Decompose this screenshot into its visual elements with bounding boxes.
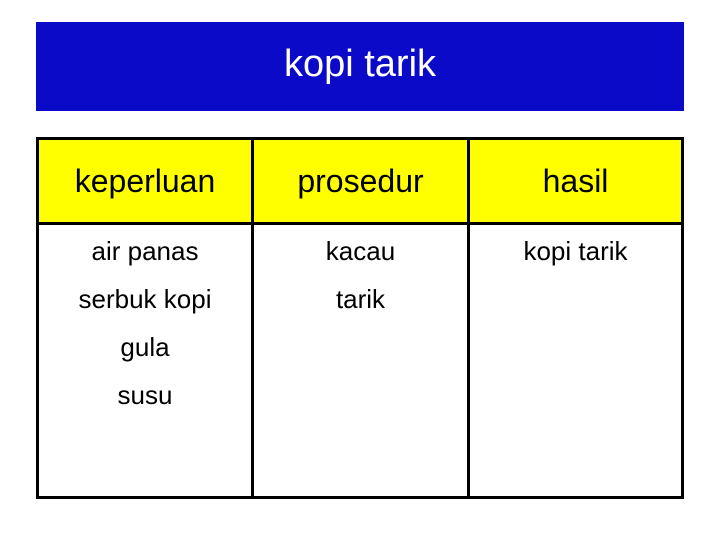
content-table bbox=[36, 137, 684, 499]
list-item: susu bbox=[117, 380, 173, 410]
hasil-cell bbox=[470, 225, 681, 275]
header-hasil: hasil bbox=[542, 162, 609, 199]
list-item: kopi tarik bbox=[523, 236, 628, 266]
list-item: gula bbox=[120, 332, 170, 362]
header-keperluan: keperluan bbox=[74, 162, 216, 199]
list-item: tarik bbox=[335, 284, 386, 314]
column-divider bbox=[467, 140, 470, 496]
prosedur-cell bbox=[254, 225, 467, 323]
list-item: serbuk kopi bbox=[78, 284, 212, 314]
column-divider bbox=[251, 140, 254, 496]
header-prosedur: prosedur bbox=[297, 162, 424, 199]
page-title: kopi tarik bbox=[283, 42, 437, 85]
list-item: kacau bbox=[325, 236, 396, 266]
keperluan-cell bbox=[39, 225, 251, 419]
list-item: air panas bbox=[91, 236, 199, 266]
title-banner bbox=[36, 22, 684, 111]
